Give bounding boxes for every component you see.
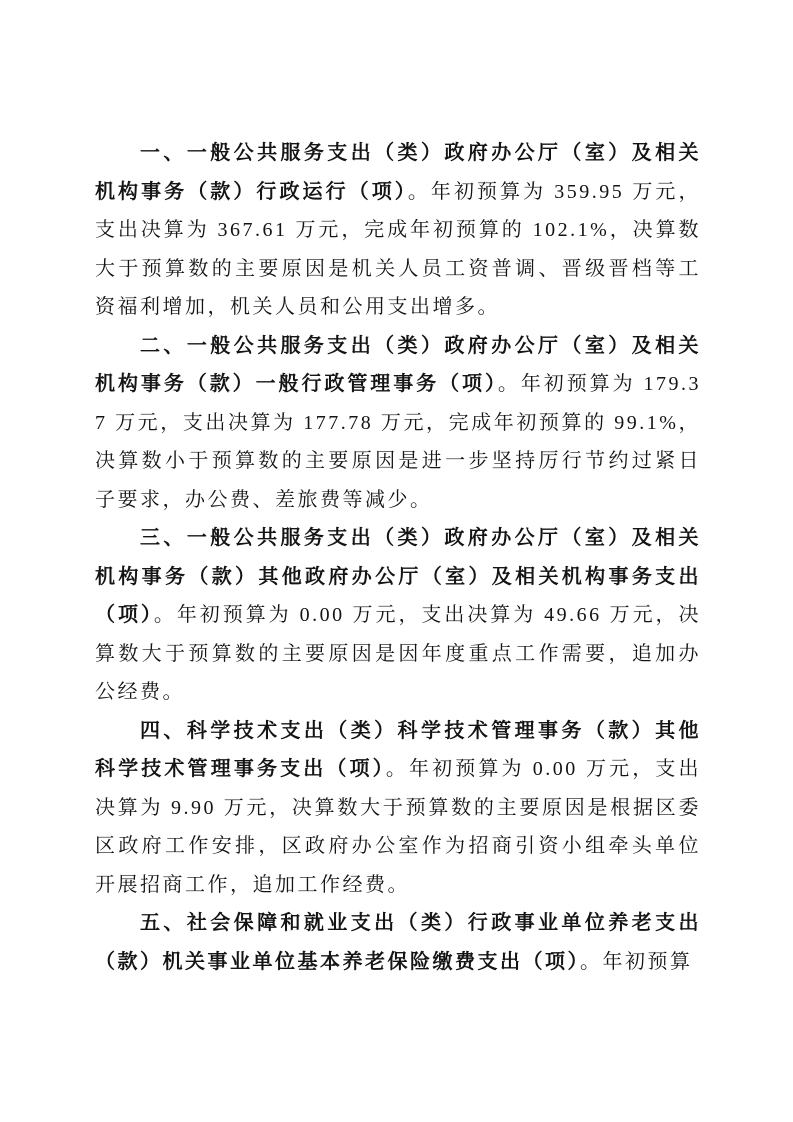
paragraph-body: 。年初预算为 179.37 万元，支出决算为 177.78 万元，完成年初预算的 99.1%，决算数小于预算数的主要原因是进一步坚持厉行节约过紧日子要求，办公费、差旅费等减少。 <box>95 373 702 511</box>
paragraph-item-5 <box>95 904 701 981</box>
paragraph-body: 。年初预算为 0.00 万元，支出决算为 9.90 万元，决算数大于预算数的主要原因是根据区委区政府工作安排，区政府办公室作为招商引资小组牵头单位开展招商工作，追加工作经费。 <box>95 758 702 896</box>
paragraph-heading: 二、一般公共服务支出（类）政府办公厅（室）及相关机构事务（款）一般行政管理事务（项） <box>95 334 701 395</box>
paragraph-heading: 五、社会保障和就业支出（类）行政事业单位养老支出（款）机关事业单位基本养老保险缴费支出（项） <box>95 912 701 973</box>
paragraph-item-1 <box>95 134 701 327</box>
document-body <box>95 134 701 981</box>
paragraph-item-4 <box>95 712 701 905</box>
paragraph-body: 。年初预算为 359.95 万元，支出决算为 367.61 万元，完成年初预算的 102.1%，决算数大于预算数的主要原因是机关人员工资普调、晋级晋档等工资福利增加，机关人员和公用支出增多。 <box>95 180 701 318</box>
paragraph-item-3 <box>95 519 701 712</box>
paragraph-heading: 四、科学技术支出（类）科学技术管理事务（款）其他科学技术管理事务支出（项） <box>95 719 701 780</box>
paragraph-heading: 一、一般公共服务支出（类）政府办公厅（室）及相关机构事务（款）行政运行（项） <box>95 142 701 203</box>
paragraph-item-2 <box>95 327 701 520</box>
paragraph-body: 。年初预算为 0.00 万元，支出决算为 49.66 万元，决算数大于预算数的主要原因是因年度重点工作需要，追加办公经费。 <box>95 604 701 703</box>
paragraph-heading: 三、一般公共服务支出（类）政府办公厅（室）及相关机构事务（款）其他政府办公厅（室）及相关机构事务支出（项） <box>95 527 701 626</box>
paragraph-body: 。年初预算 <box>580 950 693 973</box>
